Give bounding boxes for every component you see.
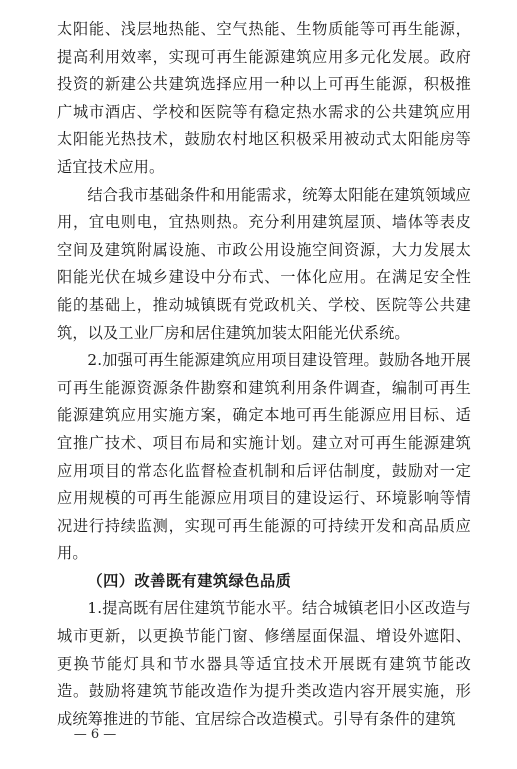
paragraph-project-management: 2.加强可再生能源建筑应用项目建设管理。鼓励各地开展可再生能源资源条件勘察和建筑利用条件调查，编制可再生能源建筑应用实施方案，确定本地可再生能源应用目标、适宜推广技术、项目布局和实施计划。建立对可再生能源建筑应用项目的常态化监督检查机制和后评估制度，鼓励对一定应用规模的可再生能源应用项目的建设运行、环境影响等情况进行持续监测，实现可再生能源的可持续开发和高品质应用。 [57,351,471,563]
paragraph-continuation: 太阳能、浅层地热能、空气热能、生物质能等可再生能源，提高利用效率，实现可再生能源建筑应用多元化发展。政府投资的新建公共建筑选择应用一种以上可再生能源，积极推广城市酒店、学校和医院等有稳定热水需求的公共建筑应用太阳能光热技术，鼓励农村地区积极采用被动式太阳能房等适宜技术应用。 [57,20,471,176]
paragraph-solar-pv: 结合我市基础条件和用能需求，统筹太阳能在建筑领域应用，宜电则电，宜热则热。充分利用建筑屋顶、墙体等表皮空间及建筑附属设施、市政公用设施空间资源，大力发展太阳能光伏在城乡建设中分布式、一体化应用。在满足安全性能的基础上，推动城镇既有党政机关、学校、医院等公共建筑，以及工业厂房和居住建筑加装太阳能光伏系统。 [57,185,471,342]
page-body [57,16,471,733]
paragraph-residential-energy: 1.提高既有居住建筑节能水平。结合城镇老旧小区改造与城市更新，以更换节能门窗、修缮屋面保温、增设外遮阳、更换节能灯具和节水器具等适宜技术开展既有建筑节能改造。鼓励将建筑节能改造作为提升类改造内容开展实施，形成统筹推进的节能、宜居综合改造模式。引导有条件的建筑 [57,599,471,728]
page-number: — 6 — [73,727,117,742]
section-heading: （四）改善既有建筑绿色品质 [87,571,292,590]
